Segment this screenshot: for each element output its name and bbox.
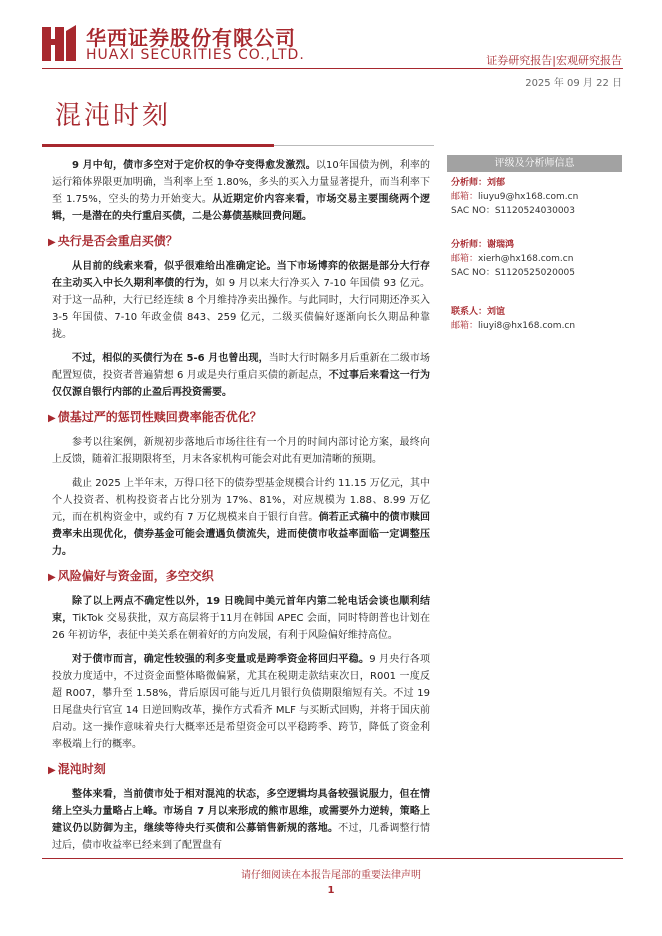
paragraph xyxy=(52,157,430,225)
email-label: 邮箱： xyxy=(451,192,479,202)
paragraph xyxy=(52,434,430,468)
bold-text: 对于债市而言，确定性较强的利多变量或是跨季资金将回归平稳。 xyxy=(72,654,370,665)
bold-text: 从目前的线索来看，似乎很难给出准确定论。当下市场博弈的依据是部分大行存在主动买入中长久期利率债的行为， xyxy=(52,261,430,289)
contact-card xyxy=(451,305,621,333)
section-heading: ▶ 风险偏好与资金面，多空交织 xyxy=(48,569,214,583)
bold-text: 倘若正式稿中的债市赎回费率未出现优化，债券基金可能会遭遇负债流失，进而使债市收益率面临一定调整压力。 xyxy=(52,512,430,557)
bold-text: 整体来看，当前债市处于相对混沌的状态，多空逻辑均具备较强说服力，但在情绪上空头力量略占上峰。市场自 7 月以来形成的熊市思维，或需要外力逆转，策略上建议仍以防御为主，继续等待央行买债和公募销售新规的落地。 xyxy=(52,789,430,834)
triangle-bullet-icon: ▶ xyxy=(48,237,56,248)
report-body xyxy=(48,157,431,861)
bold-text: 从近期定价内容来看，市场交易主要围绕两个逻辑，一是潜在的央行重启买债，二是公募债基赎回费问题。 xyxy=(52,194,431,222)
huaxi-logo-mark xyxy=(42,25,78,61)
bold-text: 除了以上两点不确定性以外，19 日晚间中美元首年内第二轮电话会谈也顺利结束， xyxy=(52,596,430,624)
title-underline-thin xyxy=(274,145,434,146)
footer-divider xyxy=(42,858,623,859)
text: TikTok 交易获批，双方高层将于11月在韩国 APEC 会面，同时特朗普也计划在 26 年初访华，表征中美关系在朝着好的方向发展，有利于风险偏好维持高位。 xyxy=(52,613,431,641)
triangle-bullet-icon: ▶ xyxy=(48,413,56,424)
analyst-card xyxy=(451,176,621,218)
bold-text: 9 月中旬，债市多空对于定价权的争夺变得愈发激烈。 xyxy=(72,160,316,171)
paragraph xyxy=(52,651,430,753)
email-label: 邮箱： xyxy=(451,321,479,331)
footer-disclaimer: 请仔细阅读在本报告尾部的重要法律声明 xyxy=(241,870,421,881)
text: 如 9 月以来大行净买入 7-10 年国债 93 亿元。对于这一品种，大行已经连续 8 个月维持净卖出操作。与此同时，大行同期还净买入 3-5 年国债、7-10 年政金债 843、259 亿元，二级买债偏好逐渐向长久期品种靠拢。 xyxy=(52,278,431,340)
email-label: 邮箱： xyxy=(451,254,479,264)
report-title: 混沌时刻 xyxy=(55,101,172,131)
analyst-name: 分析师：谢瑞鸿 xyxy=(451,240,515,250)
paragraph xyxy=(52,593,430,644)
analyst-email[interactable]: xierh@hx168.com.cn xyxy=(478,254,574,264)
report-date: 2025 年 09 月 22 日 xyxy=(525,78,622,89)
text: 当时大行时隔多月后重新在二级市场配置短债，投资者普遍猜想 6 月或是央行重启买债的新起点， xyxy=(52,353,431,381)
analyst-email[interactable]: liuyu9@hx168.com.cn xyxy=(478,192,579,202)
contact-email[interactable]: liuyi8@hx168.com.cn xyxy=(478,321,576,331)
text: 以10年国债为例，利率的运行箱体界限更加明确，当利率上至 1.80%，多头的买入力量显著提升，而当利率下至 1.75%，空头的势力开始变大。 xyxy=(52,160,430,205)
company-name-en: HUAXI SECURITIES CO.,LTD. xyxy=(86,47,305,63)
text: 参考以往案例，新规初步落地后市场往往有一个月的时间内部讨论方案，最终向上反馈，随着汇报期限将至，月末各家机构可能会对此有更加清晰的预期。 xyxy=(52,437,430,465)
text: 9 月央行各项投放力度适中，不过资金面整体略微偏紧，尤其在税期走款结束次日，R001 一度反超 R007，攀升至 1.58%，背后原因可能与近几月银行负债期限缩短有关。不过 19 日尾盘央行官宣 14 日逆回购改革，操作方式看齐 MLF 与买断式回购，并将于国庆前启动。这一操作意味着央行大概率还是希望资金可以平稳跨季、跨节，降低了资金利率极端上行的概率。 xyxy=(52,654,431,750)
paragraph xyxy=(52,258,430,343)
triangle-bullet-icon: ▶ xyxy=(48,765,56,776)
analyst-name: 分析师：刘郁 xyxy=(451,178,506,188)
sidebar-title: 评级及分析师信息 xyxy=(447,155,622,172)
analyst-sac: SAC NO：S1120524030003 xyxy=(451,206,575,216)
company-name-cn: 华西证券股份有限公司 xyxy=(86,26,296,50)
title-underline xyxy=(42,144,274,147)
report-type: 证券研究报告|宏观研究报告 xyxy=(486,54,622,67)
header-divider xyxy=(42,68,623,69)
analyst-sac: SAC NO：S1120525020005 xyxy=(451,268,575,278)
section-heading: ▶ 混沌时刻 xyxy=(48,762,106,776)
paragraph xyxy=(52,786,430,854)
paragraph xyxy=(52,475,430,560)
section-heading: ▶ 央行是否会重启买债？ xyxy=(48,234,178,248)
triangle-bullet-icon: ▶ xyxy=(48,572,56,583)
contact-name: 联系人：刘谊 xyxy=(451,307,506,317)
section-heading: ▶ 债基过严的惩罚性赎回费率能否优化？ xyxy=(48,410,262,424)
page-number: 1 xyxy=(327,885,335,896)
text: 不过，几番调整行情过后，债市收益率已经来到了配置盘有 xyxy=(52,823,431,851)
bold-text: 不过，相似的买债行为在 5-6 月也曾出现， xyxy=(72,353,269,364)
text: 截止 2025 上半年末，万得口径下的债券型基金规模合计约 11.15 万亿元，其中个人投资者、机构投资者占比分别为 17%、81%，对应规模为 1.88、8.99 万亿元，而在机构资金中，或约有 7 万亿规模来自于银行自营。 xyxy=(52,478,430,523)
bold-text: 不过事后来看这一行为仅仅源自银行内部的止盈后再投资需要。 xyxy=(52,370,430,398)
analyst-card xyxy=(451,238,621,280)
paragraph xyxy=(52,350,430,401)
